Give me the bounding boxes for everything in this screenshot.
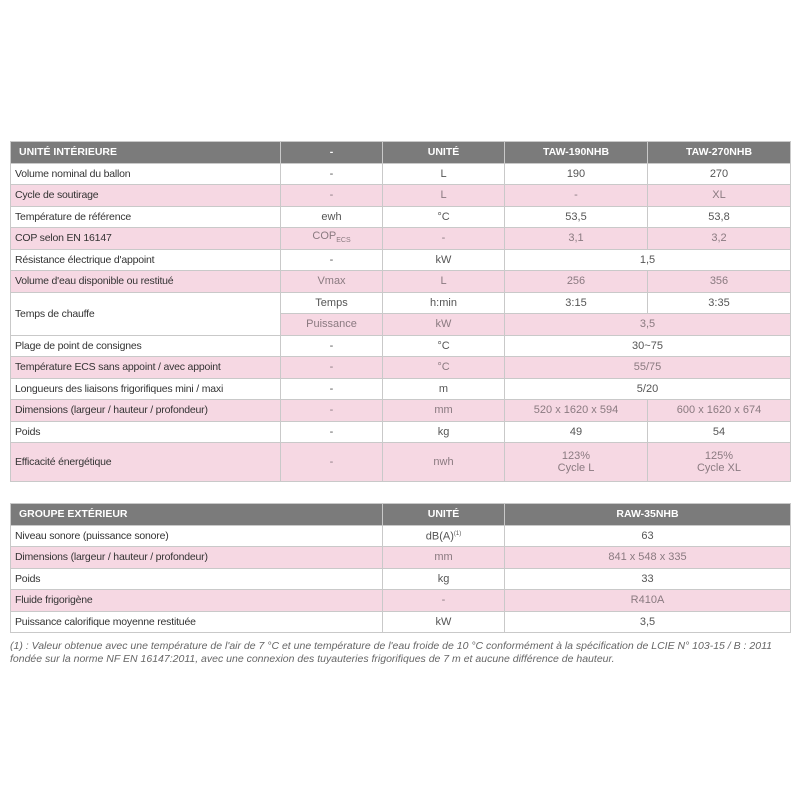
row-unit: -: [383, 590, 505, 612]
table-row: [11, 611, 791, 633]
row-sub: -: [281, 443, 383, 482]
row-label: Résistance électrique d'appoint: [11, 249, 281, 271]
indoor-header-unit: UNITÉ: [383, 142, 505, 164]
row-label: Dimensions (largeur / hauteur / profondeur): [11, 400, 281, 422]
row-unit: °C: [383, 335, 505, 357]
outdoor-unit-table: [10, 503, 791, 633]
row-unit: L: [383, 185, 505, 207]
row-label: Niveau sonore (puissance sonore): [11, 525, 383, 547]
row-value-1: 3,1: [505, 228, 648, 250]
row-sub: -: [281, 357, 383, 379]
row-sub: ewh: [281, 206, 383, 228]
table-row: [11, 568, 791, 590]
row-value: 3,5: [505, 611, 791, 633]
row-unit: -: [383, 228, 505, 250]
row-unit: °C: [383, 206, 505, 228]
row-value-2: 270: [648, 163, 791, 185]
row-sub: -: [281, 163, 383, 185]
row-sub: Puissance: [281, 314, 383, 336]
table-row: [11, 228, 791, 250]
row-value-2: 54: [648, 421, 791, 443]
row-label: Température de référence: [11, 206, 281, 228]
row-value: 841 x 548 x 335: [505, 547, 791, 569]
row-value-1: 520 x 1620 x 594: [505, 400, 648, 422]
cop-subscript: ECS: [336, 236, 351, 244]
outdoor-header-label: GROUPE EXTÉRIEUR: [11, 504, 383, 526]
row-sub: Temps: [281, 292, 383, 314]
row-label: COP selon EN 16147: [11, 228, 281, 250]
row-label: Température ECS sans appoint / avec appoint: [11, 357, 281, 379]
row-sub: -: [281, 249, 383, 271]
row-unit: kW: [383, 249, 505, 271]
row-value-1: -: [505, 185, 648, 207]
row-sub: [281, 228, 383, 250]
row-value-2: XL: [648, 185, 791, 207]
row-label: Poids: [11, 568, 383, 590]
row-value-1: 49: [505, 421, 648, 443]
outdoor-header-row: [11, 504, 791, 526]
row-unit: kW: [383, 611, 505, 633]
row-value: 63: [505, 525, 791, 547]
table-row: [11, 590, 791, 612]
row-label: Volume d'eau disponible ou restitué: [11, 271, 281, 293]
row-unit: L: [383, 163, 505, 185]
cop-text: COP: [312, 229, 337, 242]
row-unit: h:min: [383, 292, 505, 314]
table-row: [11, 271, 791, 293]
row-value-1: 3:15: [505, 292, 648, 314]
row-label: Volume nominal du ballon: [11, 163, 281, 185]
row-value: R410A: [505, 590, 791, 612]
indoor-header-label: UNITÉ INTÉRIEURE: [11, 142, 281, 164]
table-row: [11, 378, 791, 400]
table-row: [11, 547, 791, 569]
row-value-merged: 3,5: [505, 314, 791, 336]
row-value-2: 3:35: [648, 292, 791, 314]
footnote-ref: (1): [453, 531, 462, 538]
efficiency-cycle-1: Cycle L: [557, 462, 595, 474]
table-row: [11, 443, 791, 482]
table-row: [11, 421, 791, 443]
row-unit: °C: [383, 357, 505, 379]
row-label: Efficacité énergétique: [11, 443, 281, 482]
indoor-header-model-2: TAW-270NHB: [648, 142, 791, 164]
row-unit: kg: [383, 421, 505, 443]
row-value: 33: [505, 568, 791, 590]
row-value-2: 600 x 1620 x 674: [648, 400, 791, 422]
row-value-1: 256: [505, 271, 648, 293]
row-unit: mm: [383, 547, 505, 569]
footnote: (1) : Valeur obtenue avec une température de l'air de 7 °C et une température de l'eau froide de 10 °C conformément à la spécification de LCIE N° 103-15 / B : 2011 fondée sur la norme NF EN 16147:2011, avec une connexion des tuyauteries frigorifiques de 7 m et aucune différence de hauteur.: [10, 640, 772, 665]
efficiency-cycle-2: Cycle XL: [696, 462, 742, 474]
row-value-1: 190: [505, 163, 648, 185]
table-row: [11, 292, 791, 314]
row-value-merged: 5/20: [505, 378, 791, 400]
row-value-1: [505, 443, 648, 482]
table-row: [11, 525, 791, 547]
row-unit: kW: [383, 314, 505, 336]
table-row: [11, 357, 791, 379]
row-label: Puissance calorifique moyenne restituée: [11, 611, 383, 633]
outdoor-header-unit: UNITÉ: [383, 504, 505, 526]
row-value-2: 356: [648, 271, 791, 293]
indoor-header-sub: -: [281, 142, 383, 164]
row-value-2: 3,2: [648, 228, 791, 250]
row-label: Poids: [11, 421, 281, 443]
unit-text: dB(A): [425, 531, 454, 544]
row-value-1: 53,5: [505, 206, 648, 228]
row-unit: kg: [383, 568, 505, 590]
indoor-unit-table: [10, 141, 791, 482]
row-label: Cycle de soutirage: [11, 185, 281, 207]
row-unit: m: [383, 378, 505, 400]
table-row: [11, 206, 791, 228]
row-value-2: [648, 443, 791, 482]
indoor-header-row: [11, 142, 791, 164]
row-value-merged: 1,5: [505, 249, 791, 271]
outdoor-header-model: RAW-35NHB: [505, 504, 791, 526]
row-label: Plage de point de consignes: [11, 335, 281, 357]
efficiency-percent-1: 123%: [561, 450, 591, 462]
row-label: Dimensions (largeur / hauteur / profondeur): [11, 547, 383, 569]
row-unit: L: [383, 271, 505, 293]
row-sub: -: [281, 421, 383, 443]
row-sub: -: [281, 185, 383, 207]
table-row: [11, 163, 791, 185]
row-unit: [383, 525, 505, 547]
row-value-2: 53,8: [648, 206, 791, 228]
table-row: [11, 335, 791, 357]
row-sub: -: [281, 400, 383, 422]
row-value-merged: 30~75: [505, 335, 791, 357]
row-sub: -: [281, 378, 383, 400]
table-row: [11, 249, 791, 271]
table-row: [11, 185, 791, 207]
row-label: Temps de chauffe: [11, 292, 281, 335]
row-value-merged: 55/75: [505, 357, 791, 379]
efficiency-percent-2: 125%: [704, 450, 734, 462]
row-sub: Vmax: [281, 271, 383, 293]
row-unit: mm: [383, 400, 505, 422]
row-unit: nwh: [383, 443, 505, 482]
row-sub: -: [281, 335, 383, 357]
row-label: Fluide frigorigène: [11, 590, 383, 612]
table-row: [11, 400, 791, 422]
indoor-header-model-1: TAW-190NHB: [505, 142, 648, 164]
row-label: Longueurs des liaisons frigorifiques mini / maxi: [11, 378, 281, 400]
